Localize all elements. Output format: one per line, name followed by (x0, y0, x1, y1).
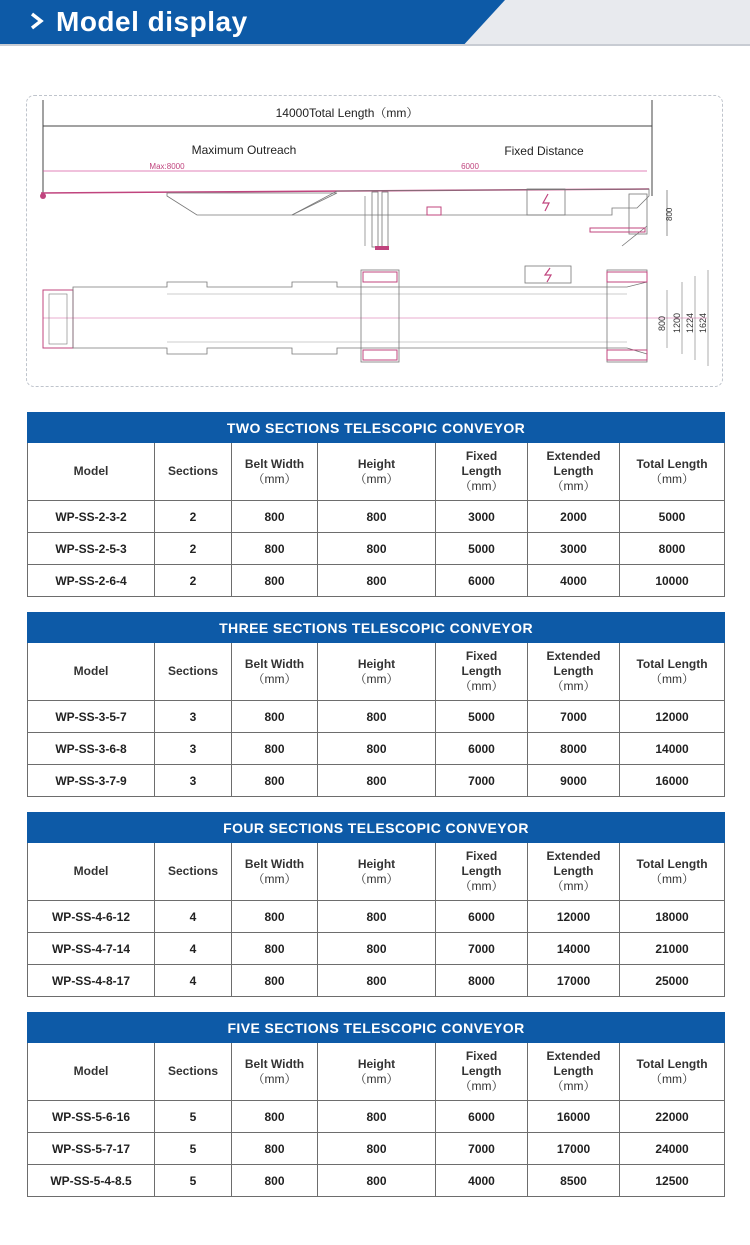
table-cell: 8500 (528, 1165, 620, 1197)
col-model (28, 843, 155, 901)
unit-label: （mm） (551, 1079, 596, 1093)
column-header-label: Fixed (465, 849, 498, 863)
table-cell: 2000 (528, 501, 620, 533)
column-header-label: Total Length (636, 456, 708, 471)
table-cell: 10000 (620, 565, 725, 597)
table-cell: 17000 (528, 965, 620, 997)
spec-table-two-sections (27, 412, 725, 597)
column-header-label: Sections (167, 464, 218, 478)
table-cell: 800 (318, 901, 436, 933)
page-title: Model display (56, 6, 248, 37)
table-cell: 800 (318, 701, 436, 733)
table-row (28, 765, 725, 797)
column-header-label: Belt Width (244, 856, 305, 871)
table-cell: 16000 (528, 1101, 620, 1133)
table-cell: 3000 (436, 501, 528, 533)
column-header-label: Sections (167, 864, 218, 878)
col-extended-length (528, 843, 620, 901)
col-total-length (620, 1043, 725, 1101)
table-cell: 5000 (620, 501, 725, 533)
table-cell: 16000 (620, 765, 725, 797)
table-cell: WP-SS-3-7-9 (28, 765, 155, 797)
table-cell: WP-SS-4-8-17 (28, 965, 155, 997)
table-cell: 800 (318, 501, 436, 533)
col-total-length (620, 843, 725, 901)
table-cell: 2 (155, 565, 232, 597)
column-header-label: Total Length (636, 1056, 708, 1071)
unit-label: （mm） (459, 479, 504, 493)
table-cell: 12000 (620, 701, 725, 733)
spec-table-four-sections (27, 812, 725, 997)
col-sections (155, 1043, 232, 1101)
col-extended-length (528, 1043, 620, 1101)
column-header-label: Sections (167, 1064, 218, 1078)
spec-table-three-sections (27, 612, 725, 797)
column-header-label: Length (461, 464, 502, 478)
conveyor-drawing (26, 95, 723, 387)
table-title: TWO SECTIONS TELESCOPIC CONVEYOR (28, 413, 725, 443)
table-cell: 6000 (436, 733, 528, 765)
table-cell: 4 (155, 933, 232, 965)
column-header-label: Fixed (465, 649, 498, 663)
col-sections (155, 443, 232, 501)
table-title: THREE SECTIONS TELESCOPIC CONVEYOR (28, 613, 725, 643)
table-cell: 3000 (528, 533, 620, 565)
unit-label: （mm） (354, 671, 399, 686)
column-header-label: Total Length (636, 856, 708, 871)
column-header-label: Extended (546, 449, 601, 463)
header-banner (0, 0, 750, 46)
spec-table-five-sections (27, 1012, 725, 1197)
table-cell: 800 (318, 733, 436, 765)
unit-label: （mm） (650, 471, 695, 486)
table-cell: 800 (232, 533, 318, 565)
unit-label: （mm） (252, 871, 297, 886)
table-row (28, 1101, 725, 1133)
table-cell: 2 (155, 533, 232, 565)
column-header-label: Total Length (636, 656, 708, 671)
table-cell: 800 (318, 565, 436, 597)
unit-label: （mm） (551, 679, 596, 693)
table-row (28, 933, 725, 965)
table-row (28, 501, 725, 533)
column-header-label: Length (553, 464, 594, 478)
table-cell: WP-SS-2-6-4 (28, 565, 155, 597)
column-header-label: Fixed (465, 1049, 498, 1063)
column-header-label: Extended (546, 1049, 601, 1063)
col-height (318, 443, 436, 501)
column-header-label: Length (553, 664, 594, 678)
col-extended-length (528, 443, 620, 501)
table-cell: 14000 (620, 733, 725, 765)
unit-label: （mm） (252, 671, 297, 686)
col-total-length (620, 443, 725, 501)
unit-label: （mm） (252, 1071, 297, 1086)
table-cell: 21000 (620, 933, 725, 965)
col-belt-width (232, 443, 318, 501)
col-belt-width (232, 1043, 318, 1101)
column-header-label: Belt Width (244, 456, 305, 471)
table-title: FIVE SECTIONS TELESCOPIC CONVEYOR (28, 1013, 725, 1043)
column-header-label: Length (461, 664, 502, 678)
col-fixed-length (436, 1043, 528, 1101)
table-title: FOUR SECTIONS TELESCOPIC CONVEYOR (28, 813, 725, 843)
col-height (318, 1043, 436, 1101)
column-header-label: Extended (546, 649, 601, 663)
table-cell: 800 (232, 933, 318, 965)
table-cell: 7000 (528, 701, 620, 733)
table-cell: 7000 (436, 933, 528, 965)
col-total-length (620, 643, 725, 701)
table-cell: 800 (318, 1133, 436, 1165)
table-row (28, 701, 725, 733)
table-cell: 12000 (528, 901, 620, 933)
col-extended-length (528, 643, 620, 701)
table-cell: WP-SS-4-6-12 (28, 901, 155, 933)
table-cell: 800 (318, 533, 436, 565)
unit-label: （mm） (650, 871, 694, 886)
table-row (28, 965, 725, 997)
chevron-right-icon (30, 12, 44, 30)
table-row (28, 1165, 725, 1197)
col-sections (155, 843, 232, 901)
dim-1200-label: 1200 (672, 312, 682, 333)
table-cell: 3 (155, 733, 232, 765)
conveyor-drawing-svg (27, 96, 724, 388)
table-cell: 800 (232, 1101, 318, 1133)
table-cell: 6000 (436, 1101, 528, 1133)
dim-800-label: 800 (657, 315, 667, 331)
col-fixed-length (436, 643, 528, 701)
table-cell: 5000 (436, 701, 528, 733)
table-cell: 3 (155, 765, 232, 797)
table-cell: 3 (155, 701, 232, 733)
total-length-label: 14000Total Length（mm） (275, 106, 419, 120)
table-row (28, 1133, 725, 1165)
table-cell: 7000 (436, 765, 528, 797)
column-header-label: Belt Width (244, 1056, 305, 1071)
unit-label: （mm） (354, 871, 399, 886)
unit-label: （mm） (650, 671, 695, 686)
max-outreach-label: Maximum Outreach (191, 143, 297, 157)
table-cell: 17000 (528, 1133, 620, 1165)
table-cell: 8000 (436, 965, 528, 997)
max-value-label: Max:8000 (149, 162, 185, 171)
table-cell: 9000 (528, 765, 620, 797)
unit-label: （mm） (252, 471, 297, 486)
unit-label: （mm） (459, 679, 504, 693)
table-row (28, 533, 725, 565)
table-row (28, 565, 725, 597)
table-cell: 12500 (620, 1165, 725, 1197)
column-header-label: Extended (546, 849, 601, 863)
col-belt-width (232, 843, 318, 901)
table-cell: 800 (232, 565, 318, 597)
col-model (28, 1043, 155, 1101)
unit-label: （mm） (354, 471, 399, 486)
table-cell: WP-SS-2-5-3 (28, 533, 155, 565)
table-cell: 4 (155, 901, 232, 933)
table-cell: 800 (232, 1165, 318, 1197)
unit-label: （mm） (551, 879, 596, 893)
table-cell: 5 (155, 1133, 232, 1165)
table-cell: WP-SS-5-6-16 (28, 1101, 155, 1133)
table-cell: 7000 (436, 1133, 528, 1165)
col-belt-width (232, 643, 318, 701)
dim-1224-label: 1224 (685, 312, 695, 333)
table-cell: 800 (232, 733, 318, 765)
col-model (28, 443, 155, 501)
table-cell: 800 (232, 501, 318, 533)
column-header-label: Height (357, 856, 396, 871)
col-fixed-length (436, 843, 528, 901)
col-sections (155, 643, 232, 701)
table-cell: 4 (155, 965, 232, 997)
column-header-label: Model (73, 864, 109, 878)
table-cell: 5 (155, 1165, 232, 1197)
col-height (318, 843, 436, 901)
column-header-label: Sections (167, 664, 218, 678)
table-cell: WP-SS-5-7-17 (28, 1133, 155, 1165)
column-header-label: Length (553, 864, 594, 878)
table-cell: 25000 (620, 965, 725, 997)
table-cell: 6000 (436, 901, 528, 933)
unit-label: （mm） (459, 879, 504, 893)
unit-label: （mm） (354, 1071, 399, 1086)
fixed-value-label: 6000 (461, 162, 479, 171)
column-header-label: Length (553, 1064, 594, 1078)
table-cell: 800 (318, 1165, 436, 1197)
table-cell: 800 (318, 933, 436, 965)
table-cell: 5 (155, 1101, 232, 1133)
fixed-distance-label: Fixed Distance (504, 144, 584, 158)
column-header-label: Length (461, 864, 502, 878)
unit-label: （mm） (551, 479, 596, 493)
table-cell: 2 (155, 501, 232, 533)
table-cell: WP-SS-3-6-8 (28, 733, 155, 765)
table-cell: 800 (318, 765, 436, 797)
unit-label: （mm） (650, 1071, 695, 1086)
table-cell: 6000 (436, 565, 528, 597)
column-header-label: Model (73, 664, 109, 678)
table-cell: 24000 (620, 1133, 725, 1165)
column-header-label: Length (461, 1064, 502, 1078)
table-cell: 800 (232, 765, 318, 797)
table-cell: 18000 (620, 901, 725, 933)
table-cell: 4000 (436, 1165, 528, 1197)
table-row (28, 901, 725, 933)
unit-label: （mm） (459, 1079, 504, 1093)
col-fixed-length (436, 443, 528, 501)
table-cell: 800 (232, 1133, 318, 1165)
column-header-label: Height (357, 656, 396, 671)
table-cell: 800 (318, 1101, 436, 1133)
dim-1624-label: 1624 (698, 312, 708, 333)
table-cell: WP-SS-5-4-8.5 (28, 1165, 155, 1197)
banner-underline (0, 44, 750, 46)
column-header-label: Model (73, 464, 109, 478)
height-800-label: 800 (665, 207, 674, 221)
col-model (28, 643, 155, 701)
table-cell: 8000 (620, 533, 725, 565)
col-height (318, 643, 436, 701)
table-cell: 800 (232, 965, 318, 997)
table-cell: 14000 (528, 933, 620, 965)
table-cell: 800 (232, 701, 318, 733)
column-header-label: Belt Width (244, 656, 305, 671)
table-cell: WP-SS-4-7-14 (28, 933, 155, 965)
table-row (28, 733, 725, 765)
table-cell: 8000 (528, 733, 620, 765)
table-cell: WP-SS-2-3-2 (28, 501, 155, 533)
column-header-label: Height (357, 456, 396, 471)
table-cell: 4000 (528, 565, 620, 597)
table-cell: 800 (232, 901, 318, 933)
column-header-label: Fixed (465, 449, 498, 463)
column-header-label: Height (357, 1056, 396, 1071)
column-header-label: Model (73, 1064, 109, 1078)
table-cell: 22000 (620, 1101, 725, 1133)
table-cell: 800 (318, 965, 436, 997)
table-cell: 5000 (436, 533, 528, 565)
table-cell: WP-SS-3-5-7 (28, 701, 155, 733)
